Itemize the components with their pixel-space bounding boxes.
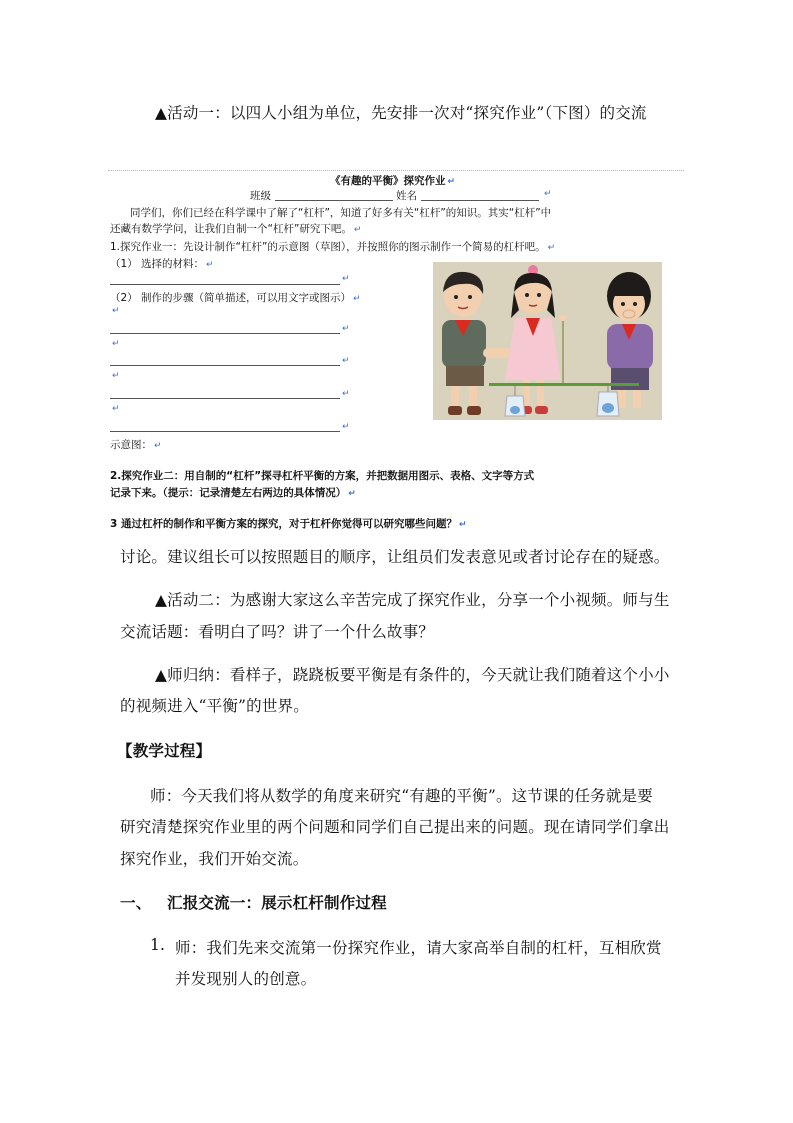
answer-line-1: [110, 284, 340, 285]
worksheet-name-label: 姓名: [396, 190, 417, 202]
worksheet-class-label: 班级: [250, 190, 271, 202]
part-one-title: 汇报交流一：展示杠杆制作过程: [167, 893, 387, 912]
answer-line-4: [110, 398, 340, 399]
part-one-number: 一、: [120, 893, 152, 912]
summary-line-1: ▲师归纳：看样子，跷跷板要平衡是有条件的，今天就让我们随着这个小小: [155, 666, 670, 684]
worksheet-sketch-label: 示意图： ↵: [110, 439, 162, 451]
worksheet-task-2-line-1: 2.探究作业二：用自制的“杠杆”探寻杠杆平衡的方案，并把数据用图示、表格、文字等方式: [110, 470, 535, 482]
worksheet-task-2-line-2: 记录下来。（提示：记录清楚左右两边的具体情况） ↵: [110, 487, 356, 499]
teacher-line-2: 研究清楚探究作业里的两个问题和同学们自己提出来的问题。现在请同学们拿出: [120, 818, 670, 836]
activity-one-line: ▲活动一：以四人小组为单位，先安排一次对“探究作业”（下图）的交流: [155, 104, 647, 122]
teacher-line-3: 探究作业，我们开始交流。: [120, 850, 309, 868]
step-one-line-2: 并发现别人的创意。: [175, 970, 317, 988]
worksheet-intro-line-1: 同学们，你们已经在科学课中了解了“杠杆”，知道了好多有关“杠杆”的知识。其实“杠杆”中: [130, 207, 552, 219]
answer-line-5: [110, 431, 340, 432]
worksheet-intro-line-2: 还藏有数学学问，让我们自制一个“杠杆”研究下吧。 ↵: [110, 223, 362, 235]
worksheet-item-1: （1） 选择的材料： ↵: [110, 258, 214, 270]
name-blank-line: [421, 200, 539, 201]
teacher-line-1: 师：今天我们将从数学的角度来研究“有趣的平衡”。这节课的任务就是要: [150, 787, 653, 805]
activity-two-line-2: 交流话题：看明白了吗？讲了一个什么故事？: [120, 623, 435, 641]
discussion-paragraph: 讨论。建议组长可以按照题目的顺序，让组员们发表意见或者讨论存在的疑惑。: [120, 548, 670, 566]
summary-line-2: 的视频进入“平衡”的世界。: [120, 697, 309, 715]
step-one-line-1: 师：我们先来交流第一份探究作业，请大家高举自制的杠杆，互相欣赏: [175, 939, 662, 957]
worksheet-top-edge: [108, 170, 684, 171]
answer-line-3: [110, 365, 340, 366]
children-lever-drawing: [433, 262, 662, 420]
worksheet-title: 《有趣的平衡》探究作业 ↵: [330, 175, 456, 187]
answer-line-2: [110, 333, 340, 334]
step-one-number: 1.: [150, 936, 166, 954]
activity-two-line-1: ▲活动二：为感谢大家这么辛苦完成了探究作业，分享一个小视频。师与生: [155, 591, 670, 609]
section-heading: 【教学过程】: [117, 741, 212, 760]
worksheet-task-1: 1.探究作业一：先设计制作“杠杆”的示意图（草图），并按照你的图示制作一个简易的杠杆吧。 ↵: [110, 241, 556, 253]
worksheet-item-2: （2） 制作的步骤（简单描述，可以用文字或图示） ↵: [110, 292, 361, 304]
worksheet-task-3: 3 通过杠杆的制作和平衡方案的探究，对于杠杆你觉得可以研究哪些问题？ ↵: [110, 518, 467, 530]
class-blank-line: [275, 200, 393, 201]
children-lever-illustration: [433, 262, 662, 420]
